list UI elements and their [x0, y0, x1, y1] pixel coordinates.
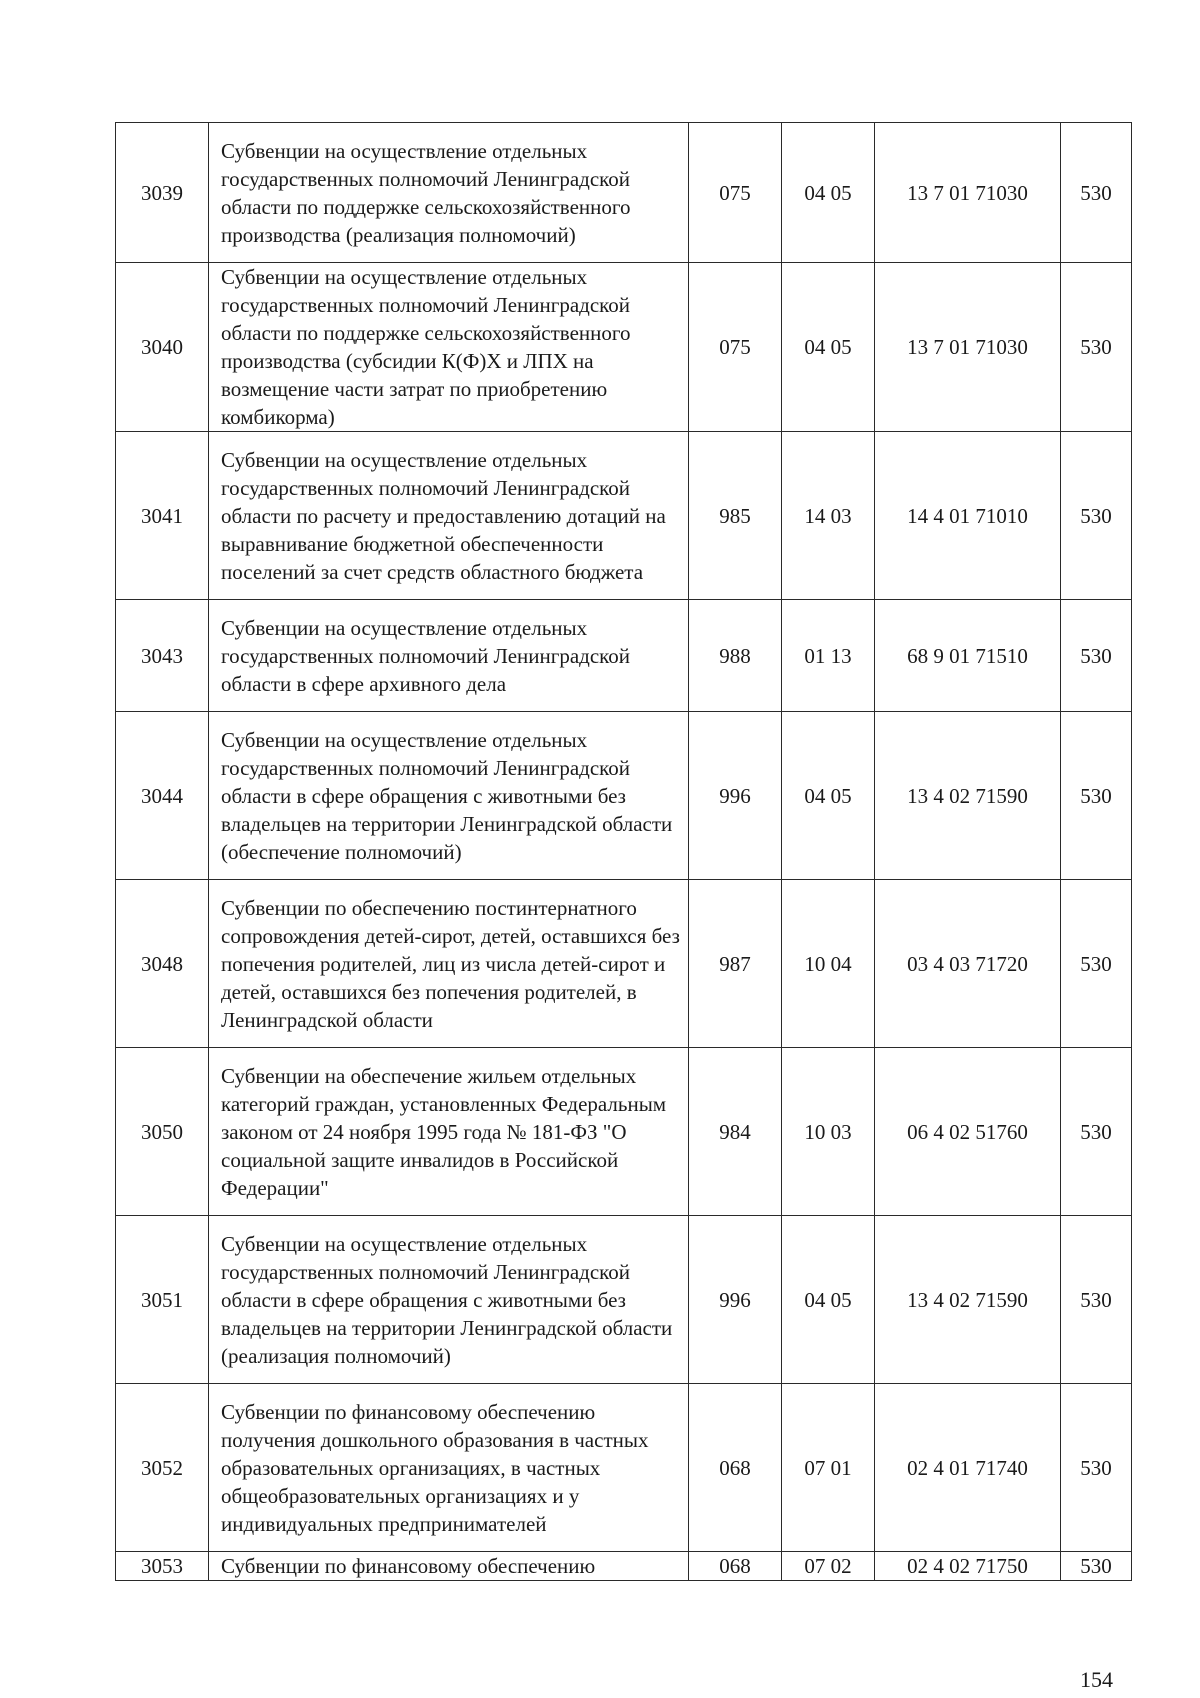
- row-description: Субвенции по обеспечению постинтернатного сопровождения детей-сирот, детей, оставшихся без попечения родителей, лиц из числа детей-сирот и детей, оставшихся без попечения родителей, в Ленинградской области: [209, 880, 689, 1048]
- section-code: 04 05: [782, 123, 875, 263]
- section-code: 07 01: [782, 1384, 875, 1552]
- row-number: 3048: [116, 880, 209, 1048]
- expense-type-code: 530: [1061, 1048, 1132, 1216]
- target-code: 02 4 02 71750: [875, 1552, 1061, 1581]
- table-row: [116, 1216, 1132, 1384]
- table-row: [116, 1384, 1132, 1552]
- row-number: 3040: [116, 263, 209, 432]
- target-code: 13 4 02 71590: [875, 1216, 1061, 1384]
- row-description: Субвенции на осуществление отдельных государственных полномочий Ленинградской области в сфере обращения с животными без владельцев на территории Ленинградской области (реализация полномочий): [209, 1216, 689, 1384]
- ministry-code: 068: [689, 1384, 782, 1552]
- section-code: 10 03: [782, 1048, 875, 1216]
- section-code: 04 05: [782, 1216, 875, 1384]
- expense-type-code: 530: [1061, 1216, 1132, 1384]
- section-code: 10 04: [782, 880, 875, 1048]
- table-row: [116, 1552, 1132, 1581]
- row-number: 3041: [116, 432, 209, 600]
- target-code: 14 4 01 71010: [875, 432, 1061, 600]
- table-row: [116, 880, 1132, 1048]
- section-code: 04 05: [782, 263, 875, 432]
- expense-type-code: 530: [1061, 123, 1132, 263]
- table-row: [116, 123, 1132, 263]
- section-code: 04 05: [782, 712, 875, 880]
- expense-type-code: 530: [1061, 712, 1132, 880]
- target-code: 13 4 02 71590: [875, 712, 1061, 880]
- row-description: Субвенции по финансовому обеспечению: [209, 1552, 689, 1581]
- table-row: [116, 263, 1132, 432]
- expense-type-code: 530: [1061, 263, 1132, 432]
- page-number: 154: [1080, 1667, 1113, 1692]
- ministry-code: 984: [689, 1048, 782, 1216]
- ministry-code: 996: [689, 1216, 782, 1384]
- row-description: Субвенции на осуществление отдельных государственных полномочий Ленинградской области по поддержке сельскохозяйственного производства (реализация полномочий): [209, 123, 689, 263]
- row-description: Субвенции по финансовому обеспечению получения дошкольного образования в частных образовательных организациях, в частных общеобразовательных организациях и у индивидуальных предпринимателей: [209, 1384, 689, 1552]
- target-code: 06 4 02 51760: [875, 1048, 1061, 1216]
- section-code: 14 03: [782, 432, 875, 600]
- ministry-code: 068: [689, 1552, 782, 1581]
- table-row: [116, 432, 1132, 600]
- subventions-table: [115, 122, 1132, 1581]
- row-number: 3044: [116, 712, 209, 880]
- row-number: 3050: [116, 1048, 209, 1216]
- section-code: 07 02: [782, 1552, 875, 1581]
- ministry-code: 985: [689, 432, 782, 600]
- row-description: Субвенции на осуществление отдельных государственных полномочий Ленинградской области по расчету и предоставлению дотаций на выравнивание бюджетной обеспеченности поселений за счет средств областного бюджета: [209, 432, 689, 600]
- target-code: 02 4 01 71740: [875, 1384, 1061, 1552]
- expense-type-code: 530: [1061, 600, 1132, 712]
- target-code: 13 7 01 71030: [875, 123, 1061, 263]
- expense-type-code: 530: [1061, 1552, 1132, 1581]
- row-number: 3052: [116, 1384, 209, 1552]
- row-description: Субвенции на осуществление отдельных государственных полномочий Ленинградской области по поддержке сельскохозяйственного производства (субсидии К(Ф)Х и ЛПХ на возмещение части затрат по приобретению комбикорма): [209, 263, 689, 432]
- expense-type-code: 530: [1061, 880, 1132, 1048]
- row-number: 3053: [116, 1552, 209, 1581]
- table-body: [116, 123, 1132, 1581]
- ministry-code: 996: [689, 712, 782, 880]
- table-row: [116, 712, 1132, 880]
- row-number: 3039: [116, 123, 209, 263]
- expense-type-code: 530: [1061, 432, 1132, 600]
- table-row: [116, 600, 1132, 712]
- expense-type-code: 530: [1061, 1384, 1132, 1552]
- document-page: [115, 122, 1132, 1581]
- section-code: 01 13: [782, 600, 875, 712]
- target-code: 68 9 01 71510: [875, 600, 1061, 712]
- table-row: [116, 1048, 1132, 1216]
- row-description: Субвенции на обеспечение жильем отдельных категорий граждан, установленных Федеральным законом от 24 ноября 1995 года № 181-ФЗ "О социальной защите инвалидов в Российской Федерации": [209, 1048, 689, 1216]
- row-number: 3043: [116, 600, 209, 712]
- row-number: 3051: [116, 1216, 209, 1384]
- ministry-code: 075: [689, 123, 782, 263]
- target-code: 03 4 03 71720: [875, 880, 1061, 1048]
- row-description: Субвенции на осуществление отдельных государственных полномочий Ленинградской области в сфере обращения с животными без владельцев на территории Ленинградской области (обеспечение полномочий): [209, 712, 689, 880]
- row-description: Субвенции на осуществление отдельных государственных полномочий Ленинградской области в сфере архивного дела: [209, 600, 689, 712]
- ministry-code: 987: [689, 880, 782, 1048]
- ministry-code: 075: [689, 263, 782, 432]
- target-code: 13 7 01 71030: [875, 263, 1061, 432]
- ministry-code: 988: [689, 600, 782, 712]
